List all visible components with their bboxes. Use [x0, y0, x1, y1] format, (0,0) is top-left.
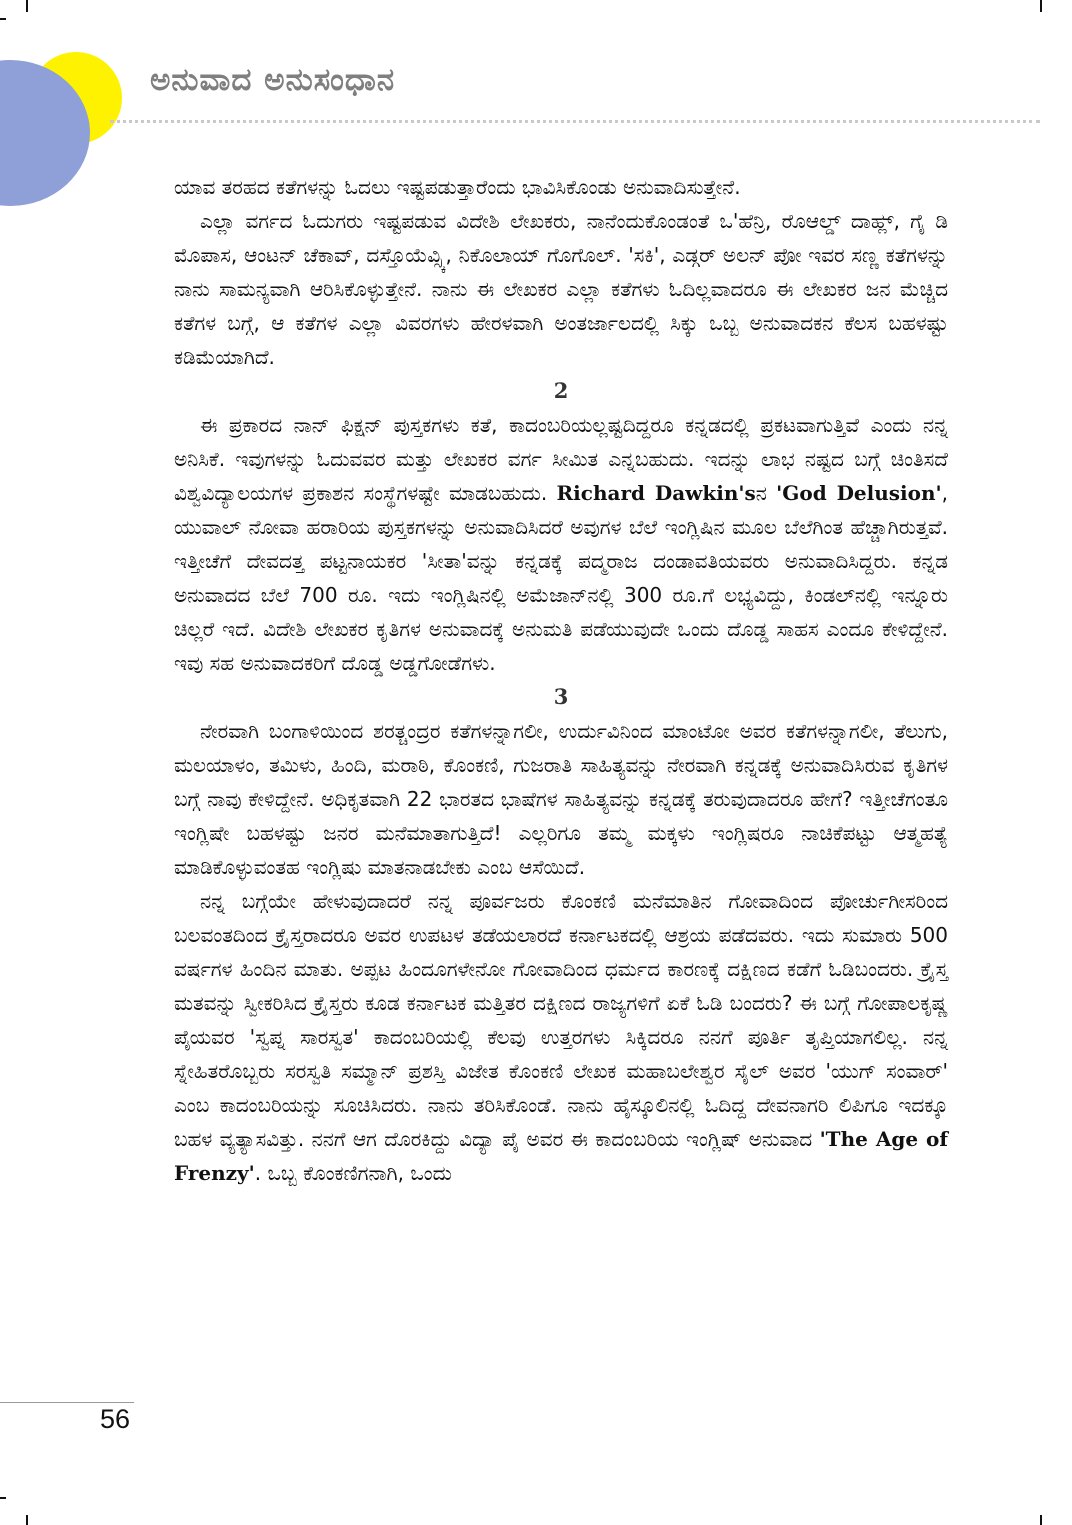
paragraph-3: [174, 408, 948, 680]
paragraph-3-part-e: , ಯುವಾಲ್ ನೋವಾ ಹರಾರಿಯ ಪುಸ್ತಕಗಳನ್ನು ಅನುವಾದಿಸಿದರೆ ಅವುಗಳ ಬೆಲೆ ಇಂಗ್ಲಿಷಿನ ಮೂಲ ಬೆಲೆಗಿಂತ ಹೆಚ್ಚಾಗಿರುತ್ತವೆ. ಇತ್ತೀಚೆಗೆ ದೇವದತ್ತ ಪಟ್ಟನಾಯಕರ 'ಸೀತಾ'ವನ್ನು ಕನ್ನಡಕ್ಕೆ ಪದ್ಮರಾಜ ದಂಡಾವತಿಯವರು ಅನುವಾದಿಸಿದ್ದರು. ಕನ್ನಡ ಅನುವಾದದ ಬೆಲೆ 700 ರೂ. ಇದು ಇಂಗ್ಲಿಷಿನಲ್ಲಿ ಅಮೆಜಾನ್‌ನಲ್ಲಿ 300 ರೂ.ಗೆ ಲಭ್ಯವಿದ್ದು, ಕಿಂಡಲ್‌ನಲ್ಲಿ ಇನ್ನೂರು ಚಿಲ್ಲರೆ ಇದೆ. ವಿದೇಶಿ ಲೇಖಕರ ಕೃತಿಗಳ ಅನುವಾದಕ್ಕೆ ಅನುಮತಿ ಪಡೆಯುವುದೇ ಒಂದು ದೊಡ್ಡ ಸಾಹಸ ಎಂದೂ ಕೇಳಿದ್ದೇನೆ. ಇವು ಸಹ ಅನುವಾದಕರಿಗೆ ದೊಡ್ಡ ಅಡ್ಡಗೋಡೆಗಳು.: [174, 481, 949, 675]
paragraph-2: ಎಲ್ಲಾ ವರ್ಗದ ಓದುಗರು ಇಷ್ಟಪಡುವ ವಿದೇಶಿ ಲೇಖಕರು, ನಾನೆಂದುಕೊಂಡಂತೆ ಒ'ಹೆನ್ರಿ, ರೊಆಲ್ಡ್ ದಾಹ್ಲ್, ಗೈ ಡಿ ಮೊಪಾಸ, ಆಂಟನ್ ಚೆಕಾವ್, ದಸ್ತೊಯೆವ್ಸ್ಕಿ, ನಿಕೊಲಾಯ್ ಗೊಗೊಲ್. 'ಸಕಿ', ಎಡ್ಗರ್ ಅಲನ್ ಪೋ ಇವರ ಸಣ್ಣ ಕತೆಗಳನ್ನು ನಾನು ಸಾಮನ್ಯವಾಗಿ ಆರಿಸಿಕೊಳ್ಳುತ್ತೇನೆ. ನಾನು ಈ ಲೇಖಕರ ಎಲ್ಲಾ ಕತೆಗಳು ಓದಿಲ್ಲವಾದರೂ ಈ ಲೇಖಕರ ಜನ ಮೆಚ್ಚಿದ ಕತೆಗಳ ಬಗ್ಗೆ, ಆ ಕತೆಗಳ ಎಲ್ಲಾ ವಿವರಗಳು ಹೇರಳವಾಗಿ ಅಂತರ್ಜಾಲದಲ್ಲಿ ಸಿಕ್ಕು ಒಬ್ಬ ಅನುವಾದಕನ ಕೆಲಸ ಬಹಳಷ್ಟು ಕಡಿಮೆಯಾಗಿದೆ.: [174, 209, 948, 369]
paragraph-5-book-title: 'The Age of Frenzy': [174, 1127, 948, 1185]
paragraph-1: ಯಾವ ತರಹದ ಕತೆಗಳನ್ನು ಓದಲು ಇಷ್ಟಪಡುತ್ತಾರೆಂದು ಭಾವಿಸಿಕೊಂಡು ಅನುವಾದಿಸುತ್ತೇನೆ.: [174, 175, 741, 199]
paragraph-4: ನೇರವಾಗಿ ಬಂಗಾಳಿಯಿಂದ ಶರತ್ಚಂದ್ರರ ಕತೆಗಳನ್ನಾಗಲೀ, ಉರ್ದುವಿನಿಂದ ಮಾಂಟೋ ಅವರ ಕತೆಗಳನ್ನಾಗಲೀ, ತೆಲುಗು, ಮಲಯಾಳಂ, ತಮಿಳು, ಹಿಂದಿ, ಮರಾಠಿ, ಕೊಂಕಣಿ, ಗುಜರಾತಿ ಸಾಹಿತ್ಯವನ್ನು ನೇರವಾಗಿ ಕನ್ನಡಕ್ಕೆ ಅನುವಾದಿಸಿರುವ ಕೃತಿಗಳ ಬಗ್ಗೆ ನಾವು ಕೇಳಿದ್ದೇನೆ. ಅಧಿಕೃತವಾಗಿ 22 ಭಾರತದ ಭಾಷೆಗಳ ಸಾಹಿತ್ಯವನ್ನು ಕನ್ನಡಕ್ಕೆ ತರುವುದಾದರೂ ಹೇಗೆ? ಇತ್ತೀಚೆಗಂತೂ ಇಂಗ್ಲಿಷೇ ಬಹಳಷ್ಟು ಜನರ ಮನೆಮಾತಾಗುತ್ತಿದೆ! ಎಲ್ಲರಿಗೂ ತಮ್ಮ ಮಕ್ಕಳು ಇಂಗ್ಲಿಷರೂ ನಾಚಿಕೆಪಟ್ಟು ಆತ್ಮಹತ್ಯೆ ಮಾಡಿಕೊಳ್ಳುವಂತಹ ಇಂಗ್ಲಿಷು ಮಾತನಾಡಬೇಕು ಎಂಬ ಆಸೆಯಿದೆ.: [174, 719, 948, 879]
crop-mark-bottom-left-h: [0, 1497, 6, 1499]
paragraph-5-part-a: ನನ್ನ ಬಗ್ಗೆಯೇ ಹೇಳುವುದಾದರೆ ನನ್ನ ಪೂರ್ವಜರು ಕೊಂಕಣಿ ಮನೆಮಾತಿನ ಗೋವಾದಿಂದ ಪೋರ್ಚುಗೀಸರಿಂದ ಬಲವಂತದಿಂದ ಕ್ರೈಸ್ತರಾದರೂ ಅವರ ಉಪಟಳ ತಡೆಯಲಾರದೆ ಕರ್ನಾಟಕದಲ್ಲಿ ಆಶ್ರಯ ಪಡೆದವರು. ಇದು ಸುಮಾರು 500 ವರ್ಷಗಳ ಹಿಂದಿನ ಮಾತು. ಅಪ್ಪಟ ಹಿಂದೂಗಳೇನೋ ಗೋವಾದಿಂದ ಧರ್ಮದ ಕಾರಣಕ್ಕೆ ದಕ್ಷಿಣದ ಕಡೆಗೆ ಓಡಿಬಂದರು. ಕ್ರೈಸ್ತ ಮತವನ್ನು ಸ್ವೀಕರಿಸಿದ ಕ್ರೈಸ್ತರು ಕೂಡ ಕರ್ನಾಟಕ ಮತ್ತಿತರ ದಕ್ಷಿಣದ ರಾಜ್ಯಗಳಿಗೆ ಏಕೆ ಓಡಿ ಬಂದರು? ಈ ಬಗ್ಗೆ ಗೋಪಾಲಕೃಷ್ಣ ಪೈಯವರ 'ಸ್ವಪ್ನ ಸಾರಸ್ವತ' ಕಾದಂಬರಿಯಲ್ಲಿ ಕೆಲವು ಉತ್ತರಗಳು ಸಿಕ್ಕಿದರೂ ನನಗೆ ಪೂರ್ತಿ ತೃಪ್ತಿಯಾಗಲಿಲ್ಲ. ನನ್ನ ಸ್ನೇಹಿತರೊಬ್ಬರು ಸರಸ್ವತಿ ಸಮ್ಮಾನ್ ಪ್ರಶಸ್ತಿ ವಿಜೇತ ಕೊಂಕಣಿ ಲೇಖಕ ಮಹಾಬಲೇಶ್ವರ ಸೈಲ್ ಅವರ 'ಯುಗ್ ಸಂವಾರ್' ಎಂಬ ಕಾದಂಬರಿಯನ್ನು ಸೂಚಿಸಿದರು. ನಾನು ತರಿಸಿಕೊಂಡೆ. ನಾನು ಹೈಸ್ಕೂಲಿನಲ್ಲಿ ಓದಿದ್ದ ದೇವನಾಗರಿ ಲಿಪಿಗೂ ಇದಕ್ಕೂ ಬಹಳ ವ್ಯತ್ಯಾಸವಿತ್ತು. ನನಗೆ ಆಗ ದೊರಕಿದ್ದು ವಿದ್ಯಾ ಪೈ ಅವರ ಈ ಕಾದಂಬರಿಯ ಇಂಗ್ಲಿಷ್ ಅನುವಾದ: [174, 889, 948, 1151]
crop-mark-bottom-right: [1040, 1515, 1042, 1525]
crop-mark-bottom-left: [26, 1515, 28, 1525]
crop-mark-top-left: [26, 0, 28, 12]
paragraph-3-part-a: ಈ ಪ್ರಕಾರದ ನಾನ್ ಫಿಕ್ಷನ್ ಪುಸ್ತಕಗಳು ಕತೆ, ಕಾದಂಬರಿಯಲ್ಲಷ್ಟದಿದ್ದರೂ ಕನ್ನಡದಲ್ಲಿ ಪ್ರಕಟವಾಗುತ್ತಿವೆ ಎಂದು ನನ್ನ ಅನಿಸಿಕೆ. ಇವುಗಳನ್ನು ಓದುವವರ ಮತ್ತು ಲೇಖಕರ ವರ್ಗ ಸೀಮಿತ ಎನ್ನಬಹುದು. ಇದನ್ನು ಲಾಭ ನಷ್ಟದ ಬಗ್ಗೆ ಚಿಂತಿಸದೆ ವಿಶ್ವವಿದ್ಯಾಲಯಗಳ ಪ್ರಕಾಶನ ಸಂಸ್ಥೆಗಳಷ್ಟೇ ಮಾಡಬಹುದು.: [174, 413, 948, 505]
paragraph-3-book-title: 'God Delusion': [776, 481, 942, 505]
paragraph-5-part-c: . ಒಬ್ಬ ಕೊಂಕಣಿಗನಾಗಿ, ಒಂದು: [254, 1161, 452, 1185]
body-text: [174, 170, 948, 1190]
page-number: 56: [100, 1404, 131, 1434]
section-number-2: 2: [553, 378, 569, 403]
paragraph-5: [174, 884, 948, 1190]
footer-rule: [0, 1402, 134, 1403]
paragraph-3-book-author: Richard Dawkin's: [556, 481, 756, 505]
running-header-title: ಅನುವಾದ ಅನುಸಂಧಾನ: [150, 62, 396, 98]
crop-mark-top-right: [1040, 0, 1042, 12]
crop-mark-top-left-h: [0, 18, 6, 20]
paragraph-3-part-c: ನ: [755, 481, 777, 505]
header-dotted-rule: [110, 120, 1040, 123]
section-number-3: 3: [553, 684, 569, 709]
